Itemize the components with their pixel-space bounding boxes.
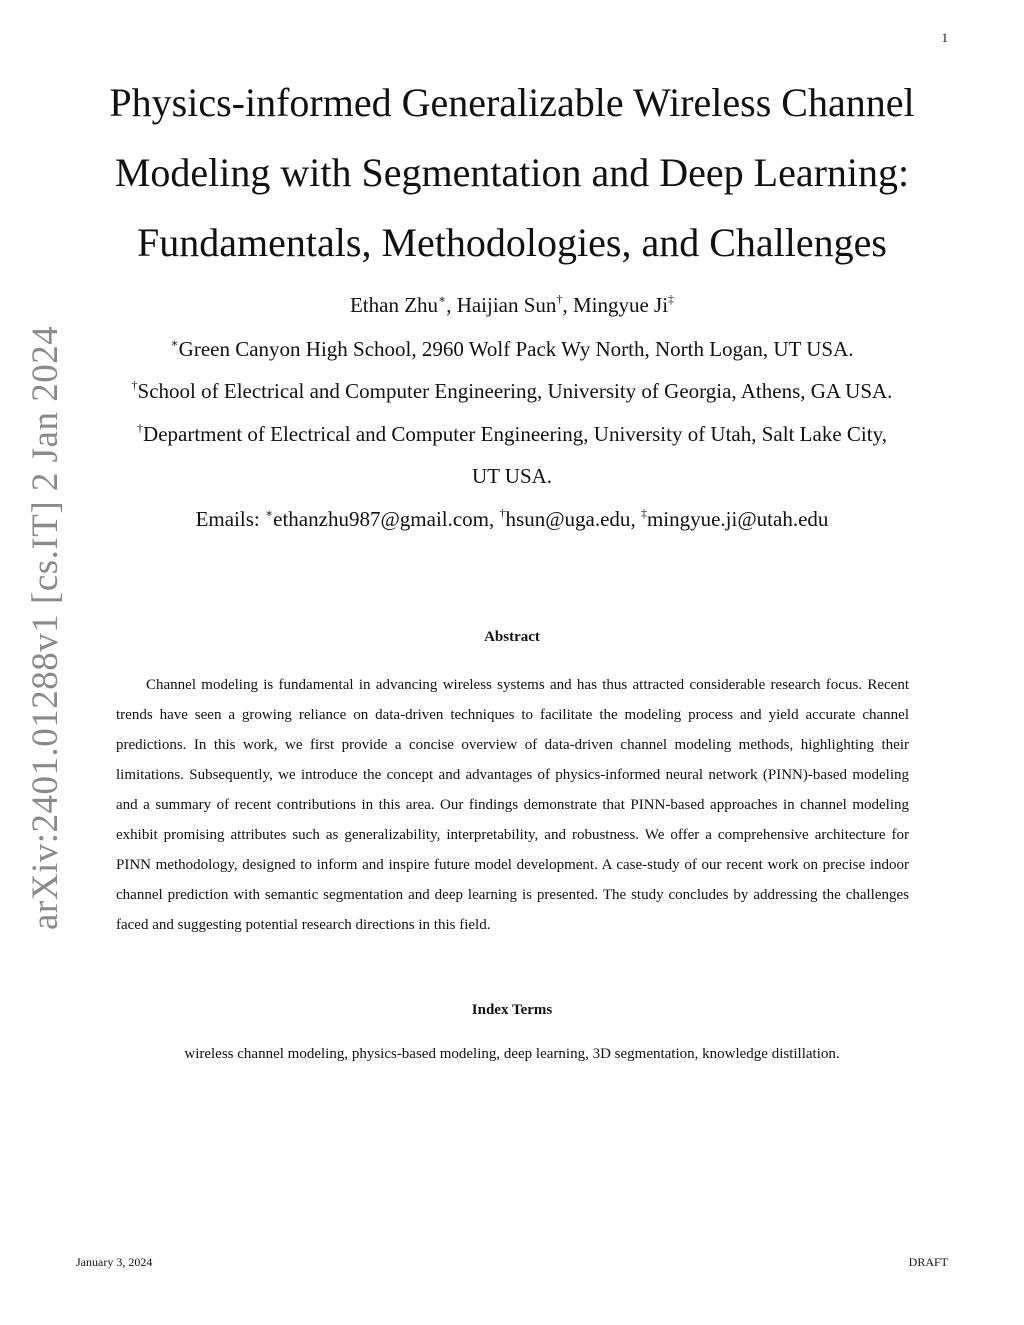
footer-date: January 3, 2024 bbox=[76, 1255, 153, 1269]
page-number: 1 bbox=[941, 30, 948, 45]
email-address[interactable]: hsun@uga.edu bbox=[505, 507, 631, 531]
title-line: Fundamentals, Methodologies, and Challenges bbox=[137, 220, 887, 265]
email-list: Emails: ∗ethanzhu987@gmail.com, †hsun@uga.edu, ‡mingyue.ji@utah.edu bbox=[195, 506, 829, 531]
footer-draft-label: DRAFT bbox=[908, 1255, 948, 1269]
author-name: Mingyue Ji bbox=[572, 293, 669, 317]
author-mark: † bbox=[556, 292, 563, 306]
author-mark: ∗ bbox=[438, 292, 447, 306]
affiliation-text: Department of Electrical and Computer Engineering, University of Utah, Salt Lake City, bbox=[143, 422, 887, 446]
abstract-heading: Abstract bbox=[484, 629, 540, 645]
index-terms-body: wireless channel modeling, physics-based modeling, deep learning, 3D segmentation, knowledge distillation. bbox=[184, 1046, 840, 1062]
affiliation-text: School of Electrical and Computer Engineering, University of Georgia, Athens, GA USA. bbox=[137, 379, 893, 403]
email-mark: ∗ bbox=[265, 506, 274, 520]
affiliation bbox=[60, 328, 964, 370]
affiliation-continuation: UT USA. bbox=[471, 464, 553, 488]
author-list: Ethan Zhu∗, Haijian Sun†, Mingyue Ji‡ bbox=[349, 292, 675, 317]
index-terms-heading: Index Terms bbox=[471, 1002, 553, 1018]
email-mark: ‡ bbox=[640, 506, 647, 520]
affiliation-text: Green Canyon High School, 2960 Wolf Pack Wy North, North Logan, UT USA. bbox=[178, 337, 854, 361]
author-name: Ethan Zhu bbox=[349, 293, 439, 317]
author-mark: ‡ bbox=[668, 292, 675, 306]
affiliation bbox=[60, 413, 964, 455]
affiliation-mark: † bbox=[137, 421, 144, 435]
affiliation-mark: ∗ bbox=[170, 336, 179, 350]
author-name: Haijian Sun bbox=[456, 293, 557, 317]
email-address[interactable]: ethanzhu987@gmail.com bbox=[273, 507, 490, 531]
arxiv-identifier-stamp: arXiv:2401.01288v1 [cs.IT] 2 Jan 2024 bbox=[25, 325, 66, 930]
title-line: Physics-informed Generalizable Wireless Channel bbox=[109, 80, 915, 125]
email-mark: † bbox=[499, 506, 506, 520]
affiliation bbox=[60, 370, 964, 412]
title-line: Modeling with Segmentation and Deep Learning: bbox=[114, 150, 910, 195]
affiliation-mark: † bbox=[131, 378, 138, 392]
abstract-body: Channel modeling is fundamental in advancing wireless systems and has thus attracted considerable research focus. Recent trends have seen a growing reliance on data-driven techniques to facilitate the modeling process and yield accurate channel predictions. In this work, we first provide a concise overview of data-driven channel modeling methods, highlighting their limitations. Subsequently, we introduce the concept and advantages of physics-informed neural network (PINN)-based modeling and a summary of recent contributions in this area. Our findings demonstrate that PINN-based approaches in channel modeling exhibit promising attributes such as generalizability, interpretability, and robustness. We offer a comprehensive architecture for PINN methodology, designed to inform and inspire future model development. A case-study of our recent work on precise indoor channel prediction with semantic segmentation and deep learning is presented. The study concludes by addressing the challenges faced and suggesting potential research directions in this field. bbox=[116, 677, 909, 933]
paper-title bbox=[80, 68, 944, 278]
email-address[interactable]: mingyue.ji@utah.edu bbox=[646, 507, 829, 531]
email-label: Emails: bbox=[195, 507, 260, 531]
